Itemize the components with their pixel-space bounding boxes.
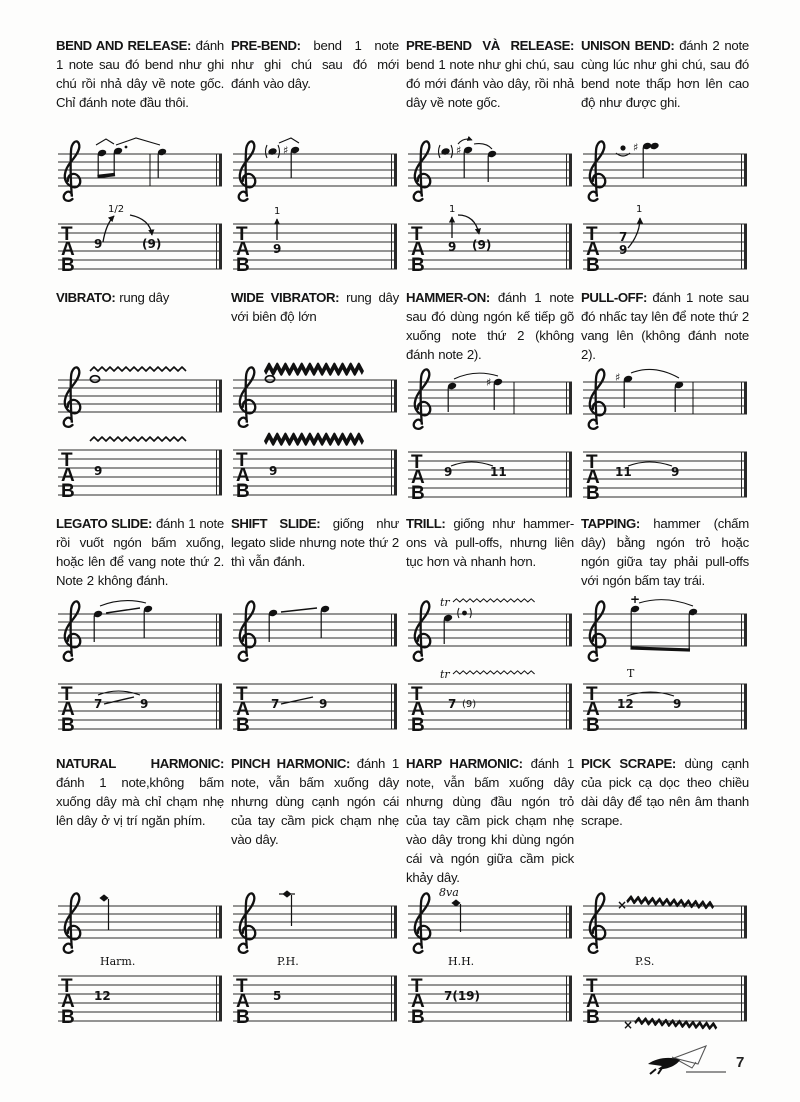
tab-fret-start: 7 — [271, 697, 280, 711]
notation-shift-slide — [231, 596, 399, 742]
bend-amount-label: 1 — [274, 206, 281, 217]
technique-body: đánh 1 note, vẫn bấm xuống dây nhưng dùng đầu ngón trỏ của tay cầm pick chạm nhẹ vào dây trong khi dùng ngón cái và ngón giữa cầm pick khảy dây. — [406, 756, 575, 885]
harmonic-label: P.H. — [277, 955, 299, 968]
sharp-sign: ♯ — [615, 371, 621, 384]
ghost-note-paren — [458, 608, 459, 618]
trill-label: tr — [440, 668, 450, 681]
bend-amount-label: 1 — [449, 204, 456, 215]
notes-group — [443, 599, 535, 674]
techniques-row-4 — [56, 754, 756, 1034]
sharp-sign: ♯ — [633, 141, 639, 154]
technique-title: HAMMER-ON: — [406, 290, 490, 305]
technique-description — [231, 514, 399, 596]
technique-cell-pull-off — [581, 288, 749, 510]
notation-wide-vibrator — [231, 362, 399, 508]
tab-fret-start: 9 — [444, 465, 453, 479]
technique-description — [406, 514, 574, 596]
page-number: 7 — [736, 1053, 745, 1071]
technique-description — [231, 754, 399, 888]
notation-tapping — [581, 596, 749, 742]
trill-label: tr — [440, 596, 450, 609]
tab-annotations — [94, 697, 148, 711]
technique-body: đánh 1 note rồi vuốt ngón bấm xuống, hoặc lên để vang note thứ 2. Note 2 không đánh. — [56, 516, 225, 588]
ghost-note-paren — [451, 145, 453, 158]
tab-fret-start: 7 — [448, 697, 457, 711]
tab-fret-start: 9 — [448, 240, 457, 254]
technique-description — [581, 288, 749, 364]
notation-pinch-harmonic — [231, 888, 399, 1034]
technique-body: rung dây — [119, 290, 170, 305]
tab-fret-end: 9 — [673, 697, 682, 711]
release-arrow — [130, 215, 152, 235]
technique-body: hammer (chấm dây) bằng ngón trỏ hoặc ngón giữa tay phải pull-offs với ngón bấm tay trái. — [581, 516, 749, 588]
notation-pick-scrape — [581, 888, 749, 1034]
notation-vibrato — [56, 362, 224, 508]
technique-description — [406, 754, 574, 888]
tab-annotations — [619, 141, 642, 257]
ghost-note-paren — [470, 608, 471, 618]
tab-annotations — [94, 204, 161, 251]
bend-amount-label: 1/2 — [108, 204, 125, 215]
technique-cell-shift-slide — [231, 514, 399, 742]
techniques-row-1 — [56, 36, 756, 282]
technique-description — [231, 36, 399, 136]
notation-pre-bend-va-release — [406, 136, 574, 282]
tab-fret-end: (9) — [142, 237, 162, 251]
notation-harp-harmonic — [406, 888, 574, 1034]
tab-fret: 12 — [94, 989, 111, 1003]
trill-squiggle — [453, 599, 535, 602]
tab-fret: 5 — [273, 989, 282, 1003]
scrape-squiggle — [635, 1018, 717, 1028]
technique-title: HARP HARMONIC: — [406, 756, 523, 771]
technique-description — [56, 514, 224, 596]
technique-cell-vibrato — [56, 288, 224, 510]
technique-description — [56, 288, 224, 362]
wide-vibrato-squiggle — [265, 365, 363, 373]
sharp-sign: ♯ — [456, 144, 462, 157]
tab-slide-line — [104, 697, 134, 704]
technique-cell-harp-harmonic — [406, 754, 574, 1034]
technique-cell-natural-harmonic — [56, 754, 224, 1034]
technique-body: dùng cạnh của pick cạ dọc theo chiều dài dây để tạo nên âm thanh scrape. — [581, 756, 749, 828]
tab-fret-bottom: 9 — [619, 243, 628, 257]
technique-description — [56, 754, 224, 888]
tab-fret-end: 9 — [319, 697, 328, 711]
tab-fret-top: 7 — [619, 230, 628, 244]
notes-group — [93, 601, 153, 704]
technique-cell-pre-bend — [231, 36, 399, 282]
tab-annotations — [273, 955, 299, 1003]
scrape-x-mark: × — [617, 898, 628, 912]
slide-line — [106, 608, 140, 613]
technique-body: đánh 1 note, vẫn bấm xuống dây nhưng dùng cạnh ngón cái của tay cầm pick chạm nhẹ vào dây. — [231, 756, 399, 847]
tap-plus-sign: + — [630, 596, 641, 606]
technique-cell-bend-and-release — [56, 36, 224, 282]
technique-cell-tapping — [581, 514, 749, 742]
slide-line — [281, 608, 317, 612]
notation-natural-harmonic — [56, 888, 224, 1034]
tab-fret-start: 9 — [273, 242, 282, 256]
technique-title: UNISON BEND: — [581, 38, 675, 53]
tab-fret-end: 9 — [671, 465, 680, 479]
diamond-notehead — [99, 894, 108, 901]
tab-slur — [451, 462, 493, 466]
technique-title: PRE-BEND: — [231, 38, 301, 53]
notes-group — [268, 605, 330, 704]
technique-title: WIDE VIBRATOR: — [231, 290, 340, 305]
trill-squiggle — [453, 671, 535, 674]
tab-fret-end: 11 — [490, 465, 507, 479]
notation-pull-off — [581, 364, 749, 510]
vibrato-squiggle — [90, 437, 186, 441]
tab-fret-end: (9) — [472, 238, 492, 252]
ghost-note-paren — [439, 145, 441, 158]
harmonic-label: Harm. — [100, 955, 136, 968]
slur — [100, 601, 146, 606]
ghost-note-paren — [266, 145, 268, 158]
sharp-sign: ♯ — [486, 376, 492, 389]
technique-title: LEGATO SLIDE: — [56, 516, 152, 531]
technique-description — [406, 36, 574, 136]
technique-title: NATURAL HARMONIC: — [56, 756, 224, 771]
technique-body: rung dây với biên độ lớn — [231, 290, 399, 324]
technique-cell-hammer-on — [406, 288, 574, 510]
technique-body: đánh 1 note sau đó dùng ngón kế tiếp gõ xuống note thứ 2 (không đánh note 2). — [406, 290, 574, 362]
technique-body: bend 1 note như ghi chú, sau đó mới đánh vào dây, rồi nhả dây về note gốc. — [406, 57, 574, 110]
technique-body: giống như hammer-ons và pull-offs, nhưng liên tục hơn và nhanh hơn. — [406, 516, 574, 569]
octave-label: 8va — [439, 888, 459, 899]
technique-description — [581, 36, 749, 136]
vibrato-squiggle — [90, 367, 186, 371]
notation-pre-bend — [231, 136, 399, 282]
technique-cell-pinch-harmonic — [231, 754, 399, 1034]
notes-group — [279, 890, 295, 926]
technique-body: giống như legato slide nhưng note thứ 2 thì vẫn đánh. — [231, 516, 399, 569]
tab-fret-end: (9) — [462, 699, 477, 710]
sharp-sign: ♯ — [283, 144, 289, 157]
technique-cell-legato-slide — [56, 514, 224, 742]
technique-description — [231, 288, 399, 362]
tab-annotations — [94, 955, 135, 1003]
technique-cell-trill — [406, 514, 574, 742]
technique-title: PICK SCRAPE: — [581, 756, 676, 771]
tab-fret-start: 9 — [94, 237, 103, 251]
bend-up-arrow — [103, 216, 114, 242]
technique-title: PRE-BEND VÀ RELEASE: — [406, 38, 574, 53]
tab-fret: 7(19) — [444, 989, 481, 1003]
notes-group — [99, 894, 108, 930]
notation-legato-slide — [56, 596, 224, 742]
technique-title: TRILL: — [406, 516, 446, 531]
technique-cell-pick-scrape — [581, 754, 749, 1034]
ghost-note-paren — [278, 145, 280, 158]
notes-group — [451, 899, 460, 932]
beam — [631, 648, 691, 650]
technique-body: bend 1 note như ghi chú sau đó mới đánh vào dây. — [231, 38, 399, 91]
technique-title: TAPPING: — [581, 516, 640, 531]
notation-bend-and-release — [56, 136, 224, 282]
tab-annotations — [444, 376, 507, 479]
tap-letter: T — [627, 667, 635, 680]
tab-annotations — [273, 144, 288, 256]
technique-title: PULL-OFF: — [581, 290, 647, 305]
technique-title: VIBRATO: — [56, 290, 116, 305]
tab-annotations — [617, 596, 681, 711]
tab-slur — [628, 462, 672, 466]
tab-slide-line — [281, 697, 313, 704]
technique-title: SHIFT SLIDE: — [231, 516, 321, 531]
tab-annotations — [439, 888, 480, 1003]
wide-vibrato-squiggle — [265, 435, 363, 443]
slur — [639, 600, 693, 606]
technique-cell-wide-vibrator — [231, 288, 399, 510]
technique-body: đánh 2 note cùng lúc như ghi chú, sau đó bend note thấp hơn lên cao độ như được ghi. — [581, 38, 750, 110]
scrape-x-mark: × — [623, 1018, 634, 1032]
harmonic-label: H.H. — [448, 955, 475, 968]
slur — [631, 369, 679, 378]
slur — [454, 373, 498, 379]
technique-cell-unison-bend — [581, 36, 749, 282]
technique-title: PINCH HARMONIC: — [231, 756, 350, 771]
technique-body: đánh 1 note,không bấm xuống dây mà chỉ chạm nhẹ lên dây ở vị trí ngăn phím. — [56, 775, 224, 828]
techniques-row-2 — [56, 288, 756, 510]
bend-amount-label: 1 — [636, 204, 643, 215]
notation-trill — [406, 596, 574, 742]
technique-body: đánh 1 note sau đó bend như ghi chú rồi nhả dây về note gốc. Chỉ đánh note đầu thôi. — [56, 38, 224, 110]
scrape-label: P.S. — [635, 955, 655, 968]
notation-hammer-on — [406, 364, 574, 510]
technique-description — [581, 754, 749, 888]
release-curve — [474, 144, 492, 149]
techniques-row-3 — [56, 514, 756, 742]
tab-fret: 9 — [269, 464, 278, 478]
tab-annotations — [269, 464, 277, 478]
tab-annotations — [94, 464, 102, 478]
technique-description — [406, 288, 574, 364]
tab-annotations — [448, 144, 491, 254]
technique-description — [56, 36, 224, 136]
flying-guitarist-logo — [636, 1042, 728, 1082]
tab-annotations — [271, 697, 327, 711]
technique-body: đánh 1 note sau đó nhấc tay lên để note thứ 2 vang lên (không đánh note 2). — [581, 290, 749, 362]
technique-cell-pre-bend-va-release — [406, 36, 574, 282]
tab-fret-start: 7 — [94, 697, 103, 711]
page-footer — [636, 1042, 766, 1082]
technique-title: BEND AND RELEASE: — [56, 38, 192, 53]
tab-fret-end: 9 — [140, 697, 149, 711]
tab-fret: 9 — [94, 464, 103, 478]
tab-fret-start: 11 — [615, 465, 632, 479]
notation-unison-bend — [581, 136, 749, 282]
tab-fret-start: 12 — [617, 697, 634, 711]
technique-description — [581, 514, 749, 596]
